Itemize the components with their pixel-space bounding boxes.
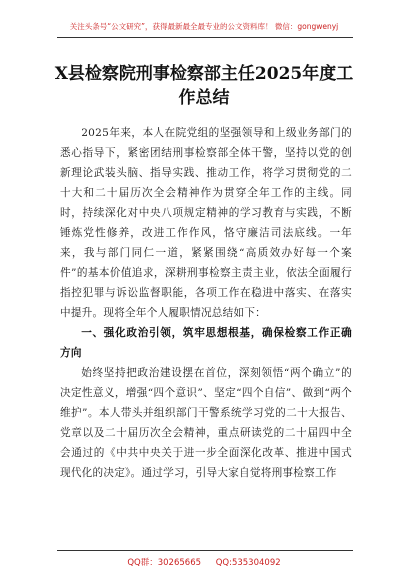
section-1-paragraph: 始终坚持把政治建设摆在首位，深刻领悟“两个确立”的决定性意义，增强“四个意识”、坚定“四个自信”、做到“两个维护”。本人带头并组织部门干警系统学习党的二十大报告、党章以及二十届历次全会精神，重点研读党的二十届四中全会通过的《中共中央关于进一步全面深化改革、推进中国式现代化的决定》。通过学习，引导大家自觉将刑事检察工作 (60, 367, 352, 479)
footer-contact (0, 556, 408, 568)
header-banner: 关注头条号“公文研究”，获得最新最全最专业的公文资料库！ 微信：gongwenyj (69, 22, 339, 31)
footer-divider (57, 550, 353, 551)
document-body (60, 123, 352, 483)
document-title: X县检察院刑事检察部主任2025年度工作总结 (54, 64, 354, 108)
intro-paragraph: 2025年来，本人在院党组的坚强领导和上级业务部门的悉心指导下，紧密团结刑事检察部全体干警，坚持以党的创新理论武装头脑、指导实践、推动工作，将学习贯彻党的二十大和二十届历次全会精神作为贯穿全年工作的主线。同时，持续深化对中央八项规定精神的学习教育与实践，不断锤炼党性修养，改进工作作风，恪守廉洁司法底线。一年来，我与部门同仁一道，紧紧围绕“高质效办好每一个案件”的基本价值追求，深耕刑事检察主责主业，依法全面履行指控犯罪与诉讼监督职能，各项工作在稳进中落实、在落实中提升。现将全年个人履职情况总结如下： (60, 127, 352, 319)
section-heading-1: 一、强化政治引领，筑牢思想根基，确保检察工作正确方向 (60, 327, 352, 359)
footer-qq: QQ:535304092 (215, 558, 281, 568)
header-divider (57, 37, 353, 38)
footer-qq-group: QQ群：30265665 (127, 558, 202, 568)
